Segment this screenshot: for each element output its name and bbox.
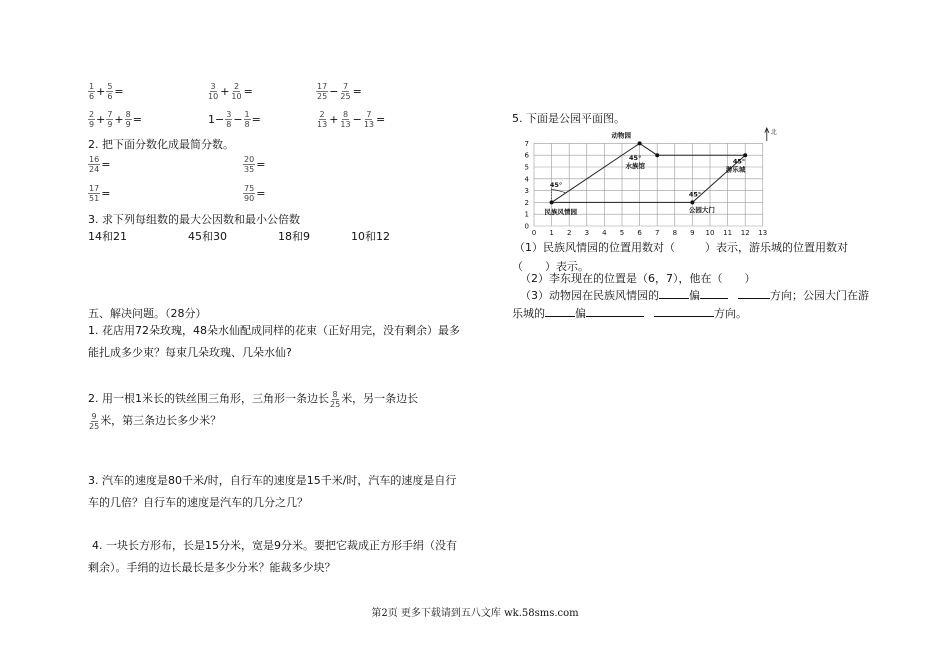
numerator: 1 bbox=[244, 110, 250, 119]
q5-s3d: 乐城的 bbox=[512, 307, 545, 320]
aquarium-label: 水族馆 bbox=[625, 162, 646, 171]
denominator: 25 bbox=[330, 399, 341, 409]
q3-pair: 45和30 bbox=[188, 230, 227, 243]
q2-item bbox=[88, 184, 111, 203]
answer-blank[interactable] bbox=[738, 287, 770, 299]
fraction bbox=[225, 110, 232, 129]
x-tick-label: 10 bbox=[705, 229, 715, 237]
numerator: 7 bbox=[107, 110, 113, 119]
numerator: 3 bbox=[226, 110, 232, 119]
q5-sub2: （2）李东现在的位置是（6，7），他在（ ） bbox=[520, 272, 756, 285]
operator: = bbox=[132, 113, 142, 126]
map-point bbox=[638, 141, 642, 145]
y-tick-label: 7 bbox=[524, 139, 529, 148]
denominator: 6 bbox=[107, 92, 113, 101]
x-tick-label: 1 bbox=[549, 229, 554, 237]
fraction bbox=[88, 184, 100, 203]
calc-expression bbox=[207, 110, 262, 129]
y-tick-label: 5 bbox=[524, 163, 529, 172]
path-line bbox=[549, 143, 640, 202]
q5-s1b: ）表示，游乐城的位置用数对 bbox=[705, 241, 848, 254]
x-tick-label: 7 bbox=[654, 229, 660, 237]
fraction bbox=[329, 390, 341, 409]
problem-2-text-a: 2. 用一根1米长的铁丝围三角形，三角形一条边长 bbox=[88, 392, 329, 405]
numerator: 3 bbox=[210, 82, 216, 91]
operator: = bbox=[101, 158, 111, 171]
q2-item bbox=[88, 155, 111, 174]
numerator: 2 bbox=[319, 110, 325, 119]
fraction bbox=[243, 155, 255, 174]
operator: = bbox=[101, 187, 111, 200]
x-tick-label: 4 bbox=[602, 229, 607, 237]
operator: = bbox=[251, 113, 261, 126]
y-tick-label: 6 bbox=[524, 151, 529, 160]
q5-s1a: （1）民族风情园的位置用数对（ bbox=[514, 241, 675, 254]
numerator: 8 bbox=[125, 110, 131, 119]
angle-label: 45° bbox=[688, 190, 702, 199]
numerator: 2 bbox=[233, 82, 240, 91]
denominator: 25 bbox=[89, 421, 100, 431]
x-tick-label: 5 bbox=[619, 229, 625, 237]
fraction bbox=[244, 110, 251, 129]
map-point bbox=[655, 153, 659, 157]
operator: 1− bbox=[208, 113, 225, 126]
operator: = bbox=[352, 85, 362, 98]
x-tick-label: 6 bbox=[637, 229, 642, 237]
denominator: 13 bbox=[340, 120, 351, 129]
numerator: 8 bbox=[342, 110, 349, 119]
angle-label: 45° bbox=[629, 153, 642, 162]
fraction bbox=[88, 110, 95, 129]
x-tick-label: 0 bbox=[531, 229, 537, 237]
calc-expression bbox=[207, 82, 254, 101]
fraction bbox=[363, 110, 375, 129]
denominator: 10 bbox=[231, 92, 242, 101]
operator: = bbox=[256, 158, 266, 171]
numerator: 20 bbox=[244, 155, 255, 164]
denominator: 51 bbox=[89, 194, 100, 203]
q3-pair: 18和9 bbox=[278, 230, 310, 243]
calc-expression bbox=[88, 110, 143, 129]
q3-title: 3. 求下列每组数的最大公因数和最小公倍数 bbox=[88, 213, 300, 226]
x-tick-label: 13 bbox=[758, 229, 768, 237]
section5-title: 五、解决问题。（28分） bbox=[88, 307, 207, 320]
y-tick-label: 2 bbox=[524, 198, 529, 207]
y-tick-label: 4 bbox=[524, 175, 529, 184]
q3-pair: 10和12 bbox=[351, 230, 390, 243]
fraction bbox=[230, 82, 242, 101]
denominator: 25 bbox=[317, 92, 328, 101]
numerator: 17 bbox=[89, 184, 100, 193]
problem-2 bbox=[88, 388, 463, 432]
denominator: 13 bbox=[317, 120, 328, 129]
q5-s3b: 偏 bbox=[689, 289, 700, 302]
y-tick-label: 3 bbox=[524, 187, 529, 196]
fraction bbox=[316, 82, 328, 101]
operator: + bbox=[96, 85, 106, 98]
numerator: 1 bbox=[89, 82, 95, 91]
q5-s3e: 偏 bbox=[575, 307, 586, 320]
q5-s3a: （3）动物园在民族风情园的 bbox=[520, 289, 659, 302]
q2-title: 2. 把下面分数化成最简分数。 bbox=[88, 138, 234, 151]
q5-sub3 bbox=[512, 287, 920, 323]
fraction bbox=[339, 82, 351, 101]
numerator: 5 bbox=[107, 82, 113, 91]
answer-blank[interactable] bbox=[654, 305, 714, 317]
operator: + bbox=[96, 113, 106, 126]
operator: = bbox=[256, 187, 266, 200]
angle-label: 45° bbox=[549, 181, 563, 190]
gate-label: 公园大门 bbox=[688, 205, 715, 214]
problem-2-text-b: 米，另一条边长 bbox=[341, 392, 419, 405]
operator: + bbox=[329, 113, 339, 126]
fraction bbox=[243, 184, 255, 203]
fraction bbox=[316, 110, 328, 129]
q5-s3c: 方向；公园大门在游 bbox=[770, 289, 869, 302]
fraction bbox=[106, 110, 113, 129]
problem-2-text-c: 米，第三条边长多少米？ bbox=[100, 414, 222, 427]
numerator: 7 bbox=[366, 110, 372, 119]
q3-pair: 14和21 bbox=[88, 230, 127, 243]
numerator: 17 bbox=[317, 82, 328, 91]
operator: − bbox=[352, 113, 362, 126]
q5-s3f: 方向。 bbox=[714, 307, 747, 320]
denominator: 6 bbox=[89, 92, 95, 101]
operator: − bbox=[329, 85, 339, 98]
q2-item bbox=[243, 155, 266, 174]
operator: = bbox=[376, 113, 386, 126]
calc-expression bbox=[316, 110, 386, 129]
answer-blank[interactable] bbox=[586, 305, 644, 317]
calc-expression bbox=[88, 82, 125, 101]
calc-expression bbox=[316, 82, 363, 101]
x-tick-label: 11 bbox=[723, 229, 733, 237]
map-marks bbox=[545, 128, 777, 216]
operator: = bbox=[114, 85, 124, 98]
x-tick-label: 2 bbox=[566, 229, 572, 237]
zoo-label: 动物园 bbox=[611, 131, 631, 140]
denominator: 90 bbox=[244, 194, 255, 203]
answer-blank[interactable] bbox=[700, 287, 728, 299]
map-paths bbox=[549, 143, 746, 202]
x-tick-label: 12 bbox=[740, 229, 750, 237]
fraction bbox=[106, 82, 113, 101]
fraction bbox=[88, 412, 100, 431]
numerator: 7 bbox=[342, 82, 349, 91]
map-point bbox=[690, 200, 694, 204]
q2-item bbox=[243, 184, 266, 203]
operator: = bbox=[243, 85, 253, 98]
fraction bbox=[125, 110, 132, 129]
denominator: 9 bbox=[107, 120, 113, 129]
q5-s1d: ）表示。 bbox=[545, 260, 589, 273]
y-tick-label: 0 bbox=[524, 222, 529, 231]
path-line bbox=[640, 143, 658, 155]
fraction bbox=[339, 110, 351, 129]
numerator: 2 bbox=[89, 110, 95, 119]
denominator: 25 bbox=[340, 92, 351, 101]
angle-arc bbox=[552, 189, 566, 193]
park-map bbox=[512, 126, 782, 238]
denominator: 10 bbox=[208, 92, 219, 101]
denominator: 24 bbox=[89, 165, 100, 174]
operator: + bbox=[220, 85, 230, 98]
numerator: 16 bbox=[89, 155, 100, 164]
fraction bbox=[88, 82, 95, 101]
denominator: 35 bbox=[244, 165, 255, 174]
denominator: 8 bbox=[226, 120, 232, 129]
q5-s1c: （ bbox=[512, 260, 523, 273]
ethnic-label: 民族风情园 bbox=[544, 208, 578, 217]
problem-4: 4. 一块长方形布，长是15分米，宽是9分米。要把它裁成正方形手绢（没有剩余）。手绢的边长最长是多少分米？能裁多少块？ bbox=[88, 539, 457, 574]
amusement-label: 游乐城 bbox=[725, 165, 746, 174]
operator: − bbox=[233, 113, 243, 126]
problem-3: 3. 汽车的速度是80千米/时，自行车的速度是15千米/时，汽车的速度是自行车的几倍？自行车的速度是汽车的几分之几？ bbox=[88, 474, 457, 509]
numerator: 8 bbox=[332, 389, 338, 399]
denominator: 8 bbox=[244, 120, 250, 129]
answer-blank[interactable] bbox=[659, 287, 689, 299]
y-tick-label: 1 bbox=[524, 210, 529, 219]
answer-blank[interactable] bbox=[545, 305, 575, 317]
numerator: 75 bbox=[244, 184, 255, 193]
page-footer: 第2页 更多下载请到五八文库 wk.58sms.com bbox=[371, 608, 579, 619]
fraction bbox=[88, 155, 100, 174]
denominator: 9 bbox=[125, 120, 131, 129]
x-tick-label: 8 bbox=[672, 229, 678, 237]
north-label: 北 bbox=[770, 128, 777, 136]
q5-title: 5. 下面是公园平面图。 bbox=[512, 112, 625, 125]
x-tick-label: 9 bbox=[690, 229, 695, 237]
denominator: 9 bbox=[89, 120, 95, 129]
denominator: 13 bbox=[363, 120, 374, 129]
angle-label: 45° bbox=[732, 157, 746, 166]
problem-1: 1. 花店用72朵玫瑰，48朵水仙配成同样的花束（正好用完，没有剩余）最多能扎成多少束？每束几朵玫瑰、几朵水仙? bbox=[88, 324, 460, 359]
operator: + bbox=[114, 113, 124, 126]
numerator: 9 bbox=[91, 411, 97, 421]
fraction bbox=[207, 82, 219, 101]
x-tick-label: 3 bbox=[584, 229, 590, 237]
